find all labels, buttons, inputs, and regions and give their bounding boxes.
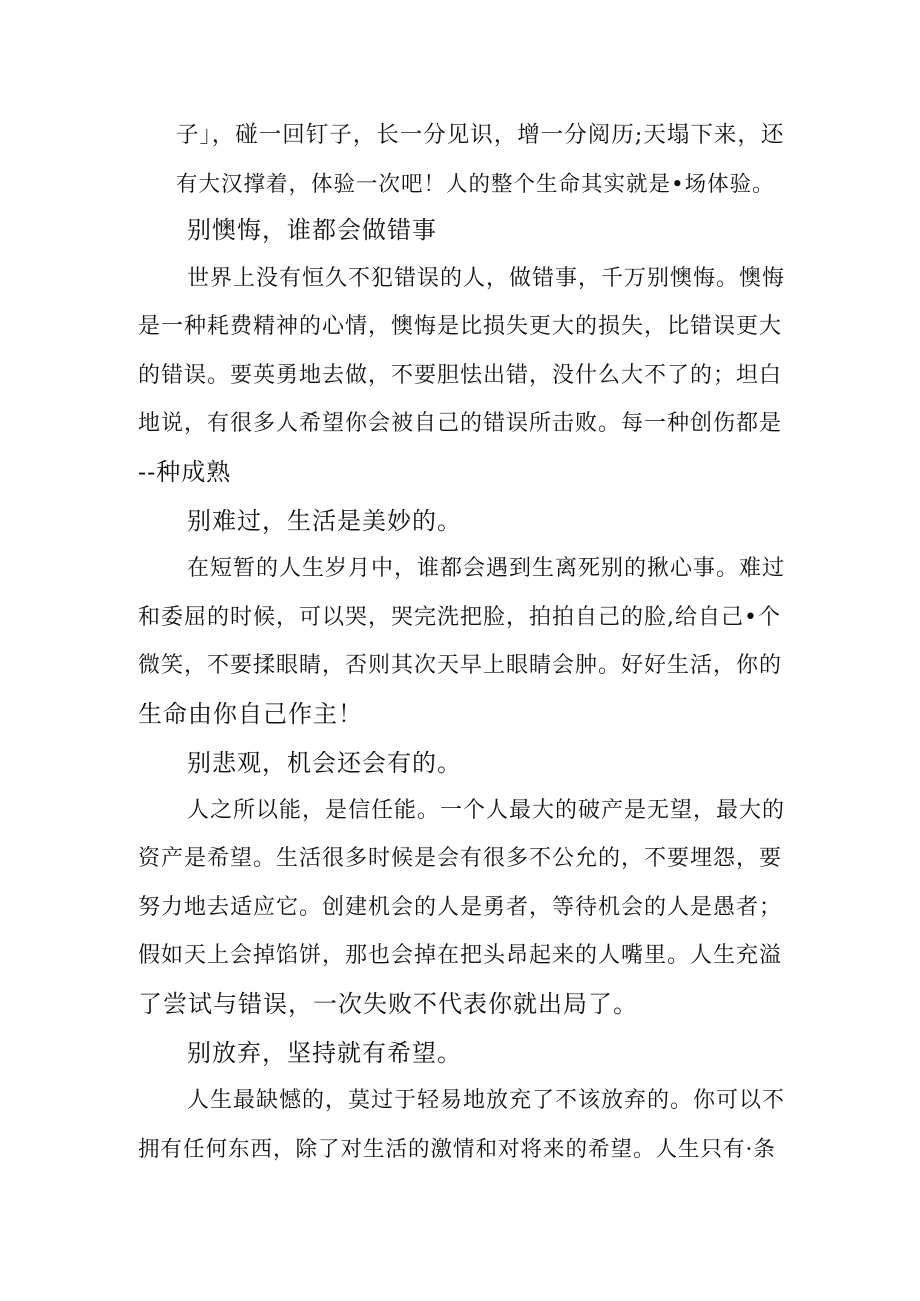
section-heading: 别放弃，坚持就有希望。 (187, 1039, 462, 1067)
text-line: 和委屈的时候，可以哭，哭完洗把脸，拍拍自己的脸,给自己•个 (138, 605, 781, 630)
text-line: 地说，有很多人希望你会被自己的错误所击败。每一种创伤都是 (138, 411, 783, 436)
text-line: 人生最缺憾的，莫过于轻易地放充了不该放弃的。你可以不 (187, 1088, 786, 1113)
text-line: 子」，碰一回钉子，长一分见识，增一分阅历;天塌下来，还 (176, 122, 785, 148)
section-heading: 别难过，生活是美妙的。 (187, 507, 462, 535)
text-line: 有大汉撑着，体验一次吧！人的整个生命其实就是•场体验。 (176, 172, 775, 197)
section-heading: 别懊悔，谁都会做错事 (187, 216, 437, 244)
text-line: 资产是希望。生活很多时候是会有很多不公允的，不要埋怨，要 (138, 846, 783, 871)
text-line: 人之所以能，是信任能。一个人最大的破产是无望，最大的 (187, 798, 786, 823)
text-line: 微笑，不要揉眼睛，否则其次天早上眼睛会肿。好好生活，你的 (138, 653, 783, 678)
section-heading: 别悲观，机会还会有的。 (187, 749, 462, 777)
text-line: 了尝试与错误，一次失败不代表你就出局了。 (138, 990, 638, 1018)
text-line: --种成熟 (138, 458, 232, 486)
text-line: 世界上没有恒久不犯错误的人，做错事，千万别懊悔。懊悔 (187, 266, 786, 291)
text-line: 是一种耗费精神的心情，懊悔是比损失更大的损失，比错误更大 (138, 314, 783, 339)
text-line: 努力地去适应它。创建机会的人是勇者，等待机会的人是愚者； (138, 895, 783, 920)
text-line: 拥有任何东西，除了对生活的激情和对将来的希望。人生只有·条 (138, 1137, 776, 1162)
text-line: 在短暂的人生岁月中，谁都会遇到生离死别的揪心事。难过 (187, 556, 786, 581)
text-line: 的错误。要英勇地去做，不要胆怯出错，没什么大不了的；坦白 (138, 363, 783, 388)
text-line: 生命由你自己作主！ (138, 700, 363, 728)
text-line: 假如天上会掉馅饼，那也会掉在把头昂起来的人嘴里。人生充溢 (138, 943, 783, 968)
